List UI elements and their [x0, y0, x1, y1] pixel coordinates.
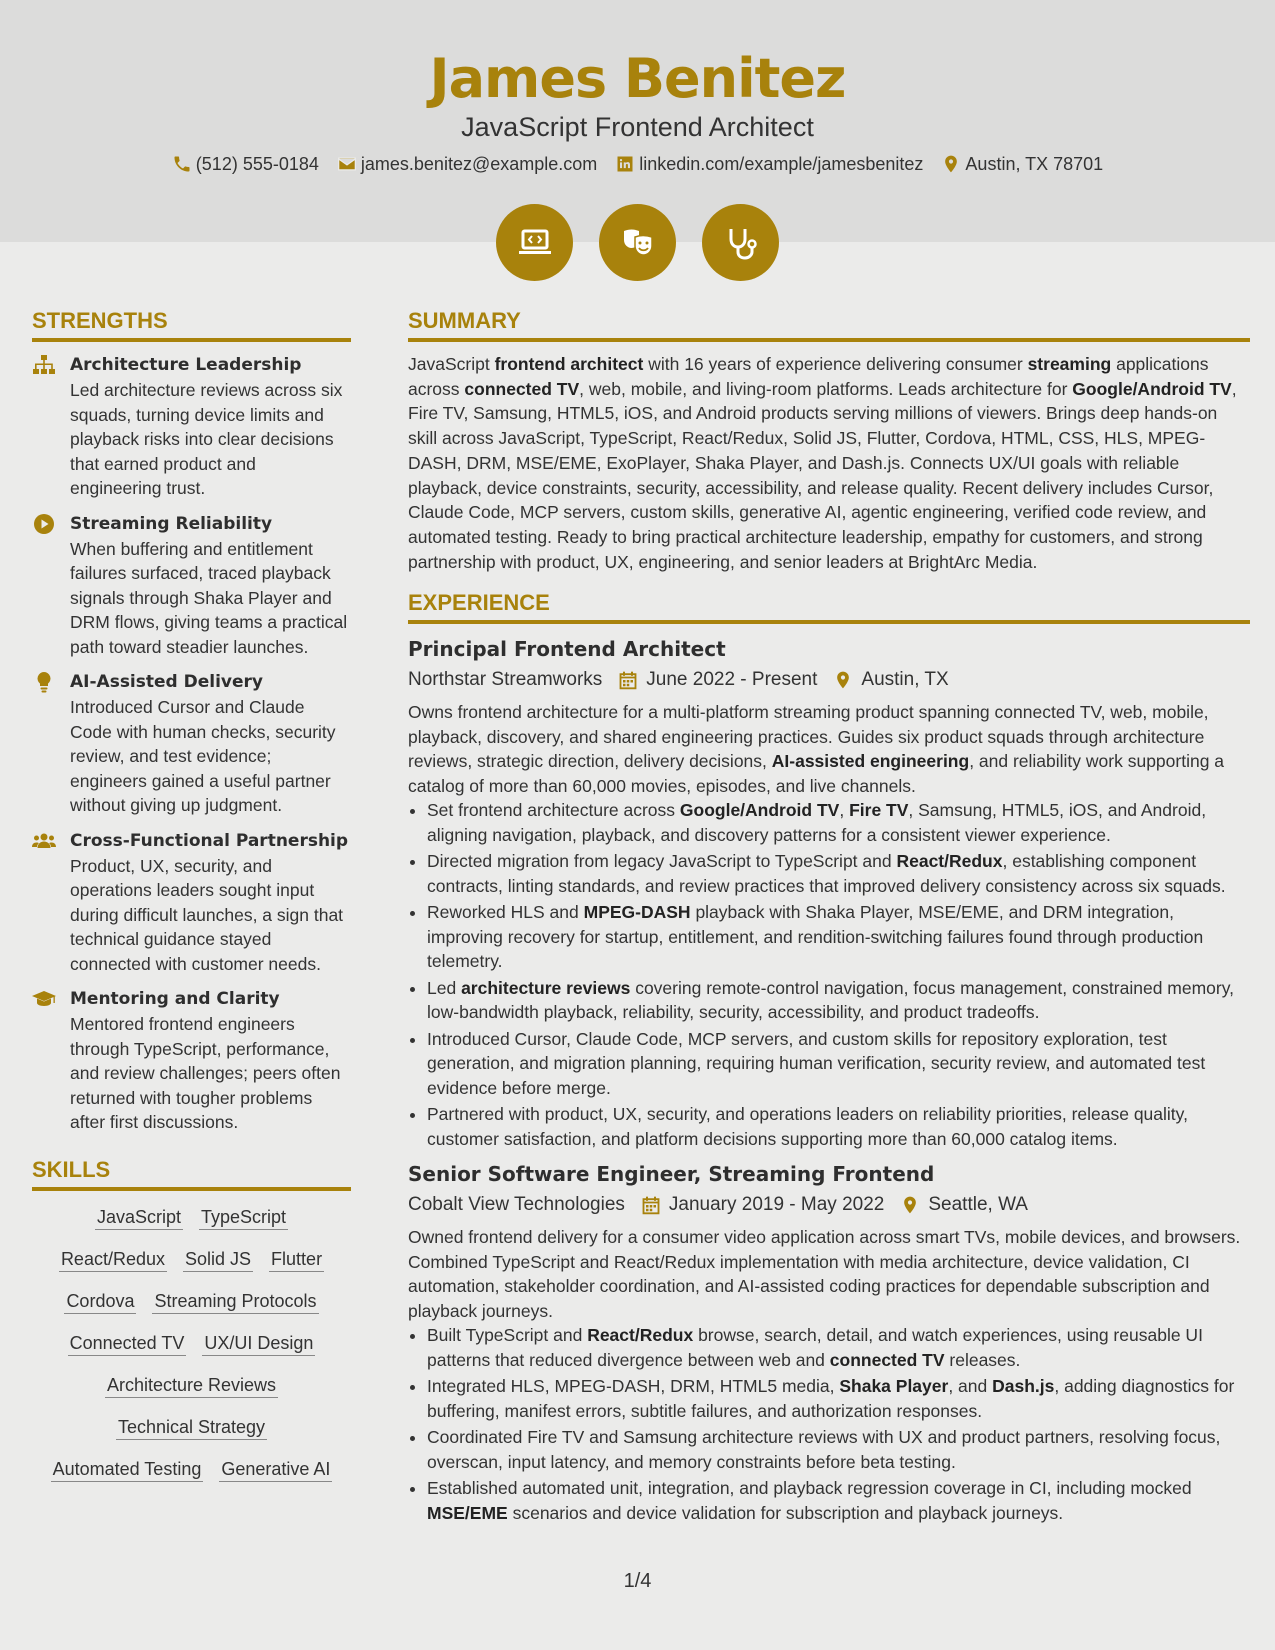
play-circle-icon — [32, 513, 56, 535]
interest-icons — [0, 204, 1275, 281]
contact-phone-text: (512) 555-0184 — [195, 154, 319, 174]
skill-tag: Connected TV — [68, 1331, 187, 1356]
strength-item — [32, 352, 351, 501]
strength-item — [32, 828, 351, 977]
skill-tag: Technical Strategy — [116, 1415, 267, 1440]
contact-linkedin[interactable] — [615, 150, 923, 178]
contact-linkedin-text: linkedin.com/example/jamesbenitez — [639, 154, 924, 174]
summary-heading: SUMMARY — [408, 306, 1250, 342]
interest-circle-stethoscope — [702, 204, 779, 281]
skill-tag: Generative AI — [219, 1457, 332, 1482]
job-dates: June 2022 - Present — [646, 669, 818, 691]
job-company: Cobalt View Technologies — [408, 1194, 625, 1216]
strength-item — [32, 511, 351, 660]
summary-text: JavaScript frontend architect with 16 years of experience delivering consumer streaming applications across connected TV, web, mobile, and living-room platforms. Leads architecture for Google/Android TV, Fire TV, Samsung, HTML5, iOS, and Android products serving millions of viewers. Brings deep hands-on skill across JavaScript, TypeScript, React/Redux, Solid JS, Flutter, Cordova, HTML, CSS, HLS, MPEG-DASH, DRM, MSE/EME, ExoPlayer, Shaka Player, and Dash.js. Connects UX/UI goals with reliable playback, device constraints, security, accessibility, and release quality. Recent delivery includes Cursor, Claude Code, MCP servers, custom skills, generative AI, agentic engineering, verified code review, and automated testing. Ready to bring practical architecture leadership, empathy for customers, and strong partnership with product, UX, engineering, and senior leaders at BrightArc Media. — [408, 354, 1237, 572]
strength-desc: Mentored frontend engineers through TypeScript, performance, and review challenges; peers often returned with tougher problems after first discussions. — [70, 1014, 341, 1132]
strength-title: Architecture Leadership — [70, 355, 302, 375]
job-bullet: • Partnered with product, UX, security, and operations leaders on reliability priorities, release quality, customer satisfaction, and platform decisions supporting more than 60,000 catalog items. — [427, 1102, 1250, 1151]
strength-title: AI-Assisted Delivery — [70, 672, 263, 692]
job-bullet: • Integrated HLS, MPEG-DASH, DRM, HTML5 media, Shaka Player, and Dash.js, adding diagnostics for buffering, manifest errors, subtitle failures, and authorization responses. — [427, 1374, 1250, 1423]
interest-circle-theater — [599, 204, 676, 281]
laptop-code-icon — [515, 223, 555, 263]
strength-item — [32, 669, 351, 818]
job-location: Austin, TX — [861, 669, 949, 691]
skill-tag: Streaming Protocols — [152, 1289, 318, 1314]
job-bullet: • Coordinated Fire TV and Samsung architecture reviews with UX and product partners, resolving focus, overscan, input latency, and memory constraints before beta testing. — [427, 1425, 1250, 1474]
job-bullet: • Set frontend architecture across Google/Android TV, Fire TV, Samsung, HTML5, iOS, and Android, aligning navigation, playback, and discovery patterns for a consistent viewer experience. — [427, 798, 1250, 847]
job-bullet: • Introduced Cursor, Claude Code, MCP servers, and custom skills for repository exploration, test generation, and migration planning, requiring human verification, security review, and automated test evidence before merge. — [427, 1027, 1250, 1101]
map-marker-icon — [900, 1195, 920, 1215]
contact-location-text: Austin, TX 78701 — [965, 154, 1104, 174]
calendar-icon — [618, 670, 638, 690]
contact-bar — [0, 150, 1275, 178]
job-bullet: • Directed migration from legacy JavaScript to TypeScript and React/Redux, establishing component contracts, linting standards, and review practices that improved delivery consistency across six squads. — [427, 849, 1250, 898]
job-title: Senior Software Engineer, Streaming Frontend — [408, 1162, 935, 1187]
strength-title: Mentoring and Clarity — [70, 989, 280, 1009]
calendar-icon — [641, 1195, 661, 1215]
job-description: Owns frontend architecture for a multi-platform streaming product spanning connected TV, web, mobile, playback, discovery, and shared engineering practices. Guides six product squads through architecture reviews, strategic direction, delivery decisions, AI-assisted engineering, and reliability work supporting a catalog of more than 60,000 movies, episodes, and live channels. — [408, 702, 1225, 796]
skill-tag: UX/UI Design — [202, 1331, 315, 1356]
strength-desc: Led architecture reviews across six squads, turning device limits and playback risks into clear decisions that earned product and engineering trust. — [70, 380, 343, 498]
job-dates: January 2019 - May 2022 — [668, 1194, 885, 1216]
map-marker-icon — [941, 154, 961, 174]
linkedin-icon — [615, 154, 635, 174]
right-column — [408, 306, 1250, 1533]
skill-tag: React/Redux — [59, 1247, 167, 1272]
strength-item — [32, 986, 351, 1135]
skill-tag: Cordova — [64, 1289, 136, 1314]
skill-tag: Solid JS — [183, 1247, 253, 1272]
candidate-role: JavaScript Frontend Architect — [461, 112, 814, 142]
page-number: 1/4 — [623, 1570, 652, 1592]
job-description: Owned frontend delivery for a consumer video application across smart TVs, mobile devices, and browsers. Combined TypeScript and React/Redux implementation with media architecture, device validation, CI automation, stakeholder coordination, and AI-assisted coding practices for dependable subscription and playback journeys. — [408, 1227, 1241, 1321]
skill-tag: Automated Testing — [51, 1457, 204, 1482]
skill-tag: TypeScript — [199, 1205, 288, 1230]
job-title: Principal Frontend Architect — [408, 637, 726, 662]
sitemap-icon — [32, 354, 56, 376]
contact-location — [941, 150, 1103, 178]
interest-circle-laptop — [496, 204, 573, 281]
job-bullet: • Established automated unit, integration, and playback regression coverage in CI, including mocked MSE/EME scenarios and device validation for subscription and playback journeys. — [427, 1476, 1250, 1525]
job-company: Northstar Streamworks — [408, 669, 603, 691]
strengths-heading: STRENGTHS — [32, 306, 351, 342]
skill-tag: JavaScript — [95, 1205, 183, 1230]
candidate-name: James Benitez — [429, 47, 846, 110]
lightbulb-icon — [32, 671, 56, 693]
job-meta — [408, 664, 1250, 696]
skill-tag: Architecture Reviews — [105, 1373, 278, 1398]
strength-desc: Product, UX, security, and operations leaders sought input during difficult launches, a sign that technical guidance stayed connected with customer needs. — [70, 855, 344, 974]
job-location: Seattle, WA — [928, 1194, 1028, 1216]
job-meta — [408, 1189, 1250, 1221]
job-bullets — [408, 798, 1250, 1151]
contact-email-text: james.benitez@example.com — [360, 154, 598, 174]
skills-heading: SKILLS — [32, 1155, 351, 1191]
skill-tag: Flutter — [269, 1247, 324, 1272]
envelope-icon — [337, 154, 357, 174]
job-bullets — [408, 1323, 1250, 1525]
phone-icon — [172, 154, 192, 174]
job-bullet: • Reworked HLS and MPEG-DASH playback with Shaka Player, MSE/EME, and DRM integration, improving recovery for startup, entitlement, and rendition-switching failures found through production telemetry. — [427, 900, 1250, 974]
map-marker-icon — [833, 670, 853, 690]
strength-title: Streaming Reliability — [70, 513, 273, 534]
strength-desc: Introduced Cursor and Claude Code with human checks, security review, and test evidence; engineers gained a useful partner without giving up judgment. — [70, 697, 336, 815]
contact-email[interactable] — [337, 150, 597, 178]
users-icon — [32, 830, 56, 852]
strength-desc: When buffering and entitlement failures surfaced, traced playback signals through Shaka Player and DRM flows, giving teams a practical path toward steadier launches. — [70, 538, 348, 657]
graduation-cap-icon — [32, 988, 56, 1010]
job-bullet: • Built TypeScript and React/Redux browse, search, detail, and watch experiences, using reusable UI patterns that reduced divergence between web and connected TV releases. — [427, 1323, 1250, 1372]
left-column — [32, 306, 351, 1499]
experience-heading: EXPERIENCE — [408, 588, 1250, 624]
job-bullet: • Led architecture reviews covering remote-control navigation, focus management, constrained memory, low-bandwidth playback, reliability, security, accessibility, and product tradeoffs. — [427, 976, 1250, 1025]
skills-list — [32, 1201, 351, 1482]
theater-masks-icon — [618, 223, 658, 263]
contact-phone[interactable] — [172, 150, 319, 178]
stethoscope-icon — [721, 223, 761, 263]
strength-title: Cross-Functional Partnership — [70, 830, 349, 851]
